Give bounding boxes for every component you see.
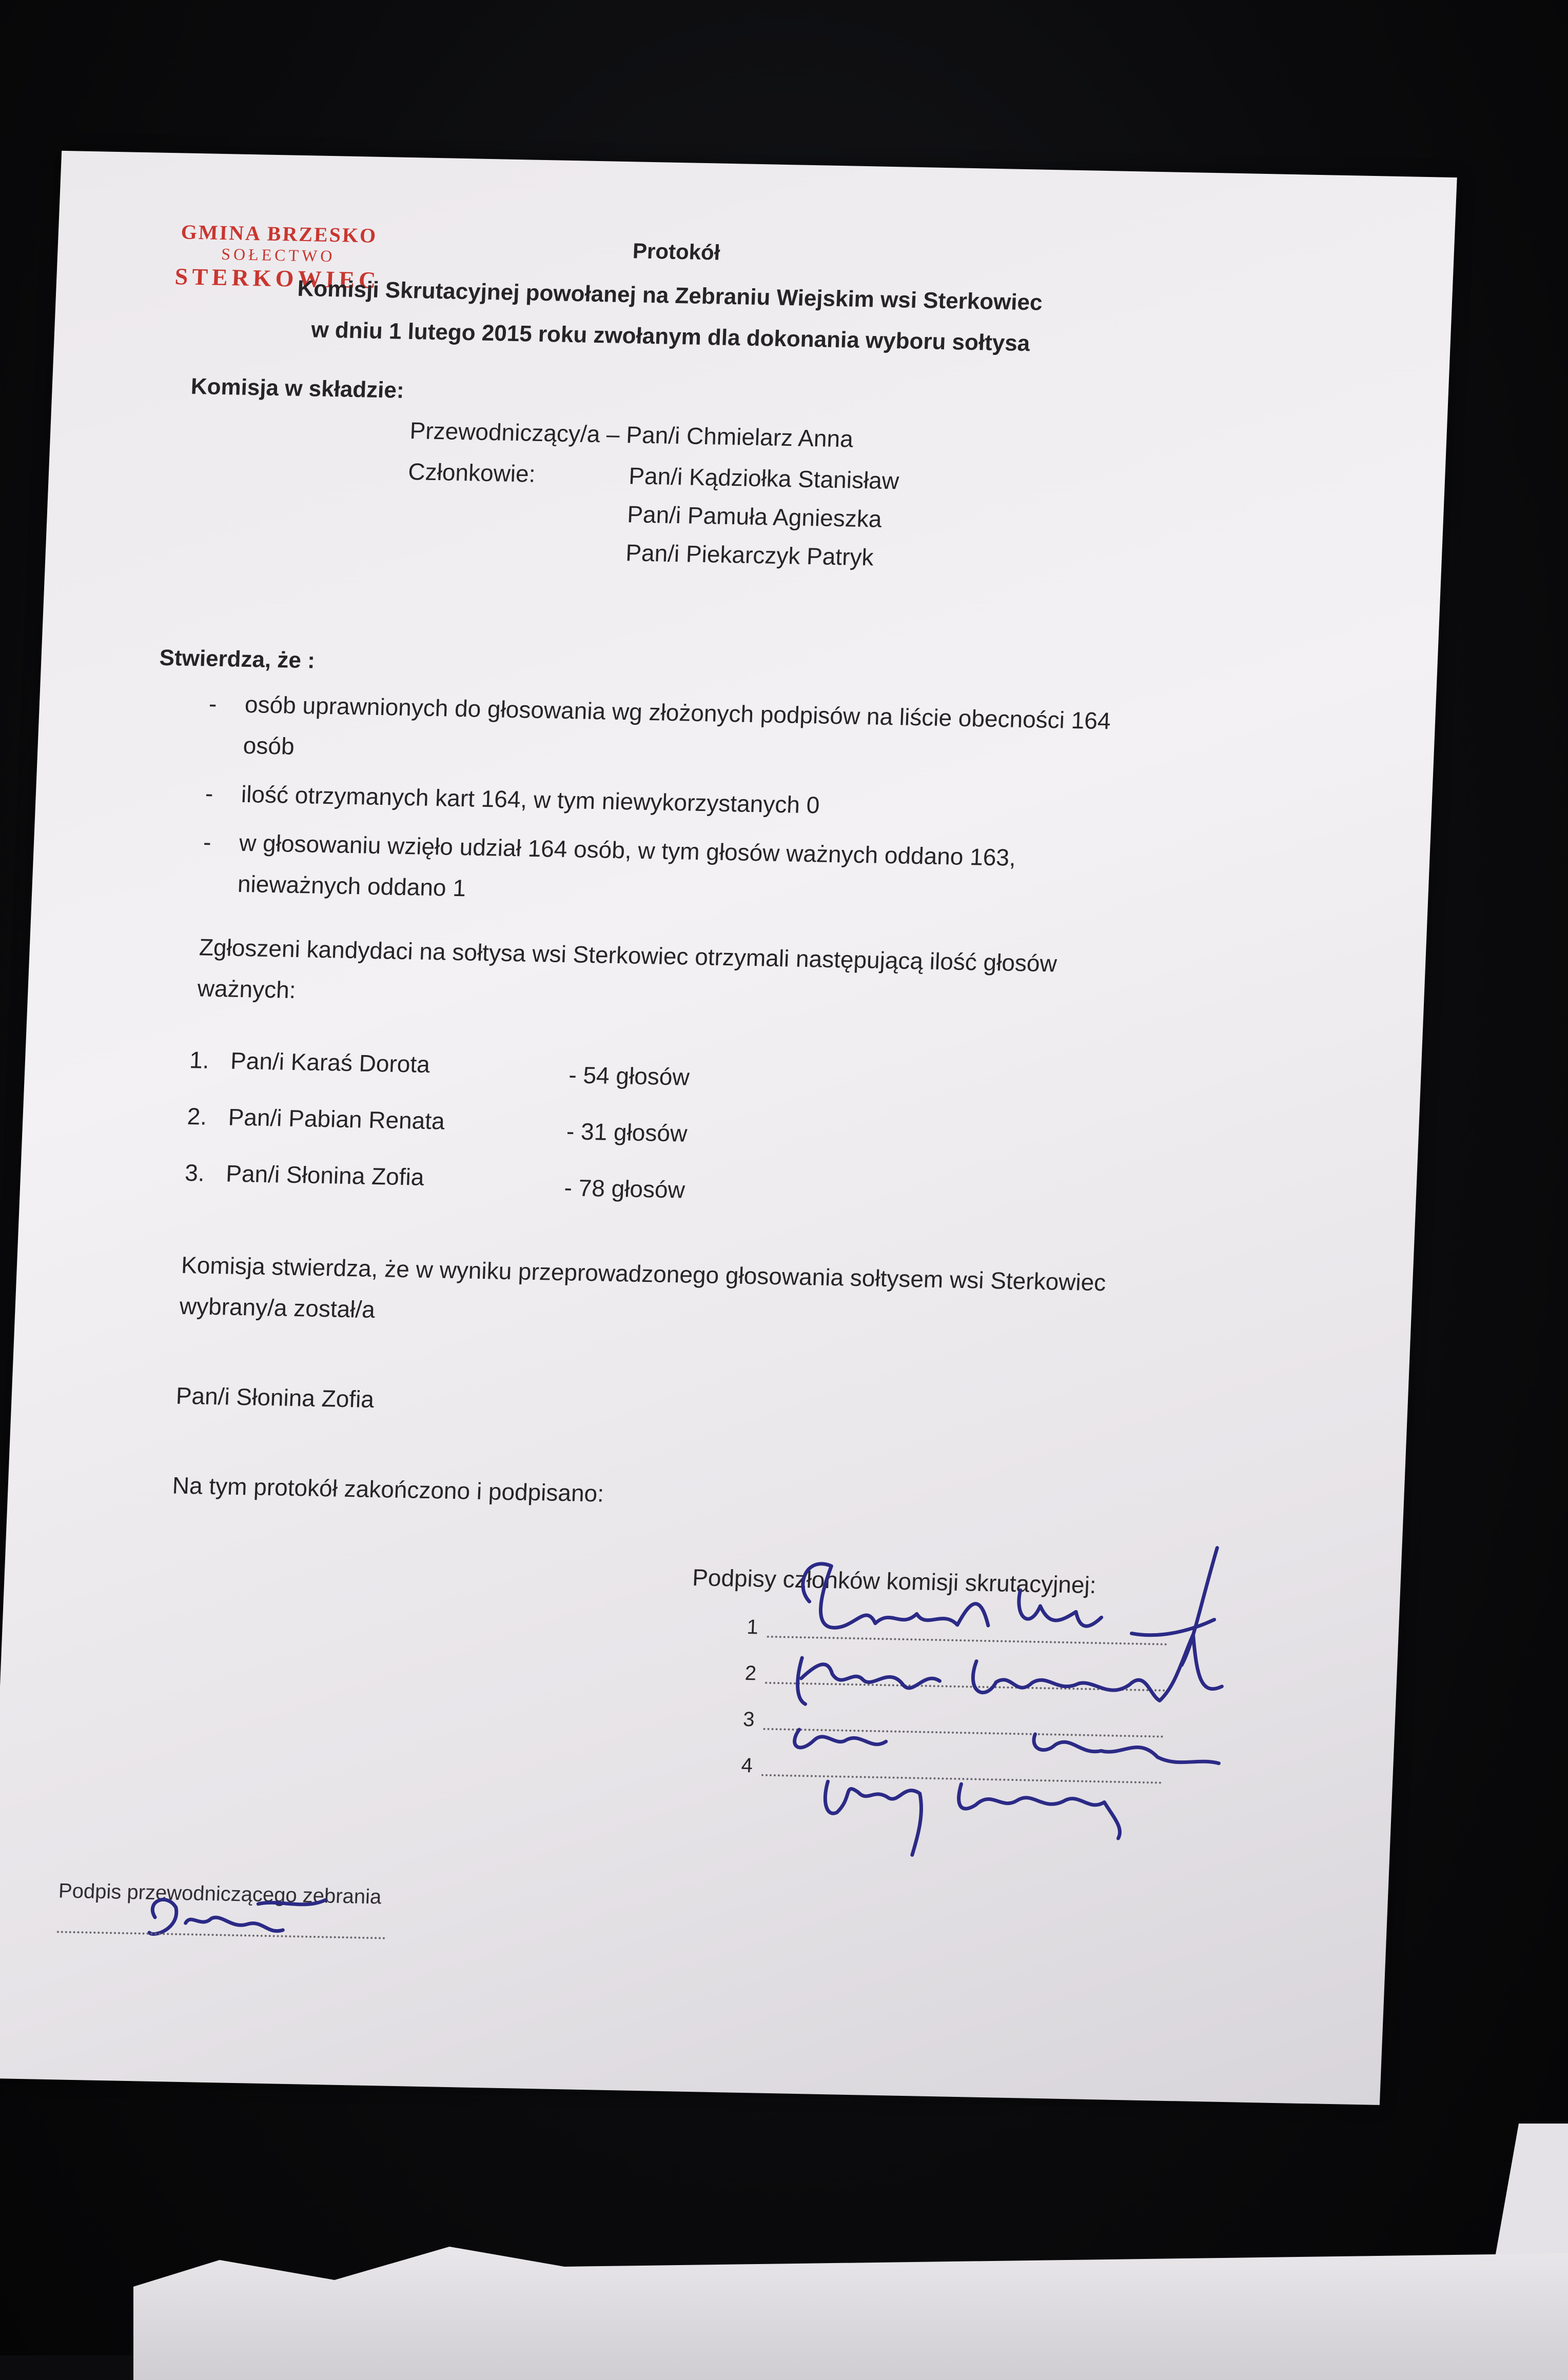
candidates-intro: Zgłoszeni kandydaci na sołtysa wsi Sterkowiec otrzymali następującą ilość głosów xyxy=(199,934,1057,977)
signature-number: 2 xyxy=(744,1662,757,1685)
signature-number: 3 xyxy=(742,1708,755,1731)
committee-members-label: Członkowie: xyxy=(407,458,536,487)
signature-number: 4 xyxy=(740,1754,753,1777)
candidate-number: 2. xyxy=(186,1102,208,1130)
candidate-votes: - 78 głosów xyxy=(563,1174,685,1203)
candidate-votes: - 54 głosów xyxy=(568,1061,690,1090)
result-line: Komisja stwierdza, że w wyniku przeprowadzonego głosowania sołtysem wsi Sterkowiec xyxy=(181,1251,1107,1296)
committee-heading: Komisja w składzie: xyxy=(190,373,405,403)
closing-statement: Na tym protokół zakończono i podpisano: xyxy=(171,1472,605,1507)
title-line-2: w dniu 1 lutego 2015 roku zwołanym dla dokonania wyboru sołtysa xyxy=(310,317,1031,356)
title-line-1: Komisji Skrutacyjnej powołanej na Zebraniu Wiejskim wsi Sterkowiec xyxy=(297,275,1043,315)
candidate-number: 1. xyxy=(189,1046,210,1074)
protocol-document xyxy=(0,151,1457,2105)
bullet: - xyxy=(203,828,212,856)
committee-member: Pan/i Piekarczyk Patryk xyxy=(625,539,874,571)
result-line: wybrany/a został/a xyxy=(179,1292,376,1323)
finding-line: nieważnych oddano 1 xyxy=(237,870,467,902)
member-signatures-handwriting xyxy=(763,1524,1290,1867)
signature-number: 1 xyxy=(746,1616,759,1639)
candidate-name: Pan/i Karaś Dorota xyxy=(230,1047,430,1078)
bullet: - xyxy=(205,780,214,807)
bullet: - xyxy=(208,690,218,717)
candidate-number: 3. xyxy=(184,1159,205,1186)
findings-heading: Stwierdza, że : xyxy=(159,645,316,673)
finding-line: osób xyxy=(242,731,295,760)
stamp-line-1: GMINA BRZESKO xyxy=(180,220,378,247)
chair-signature-caption: Podpis przewodniczącego zebrania xyxy=(58,1879,382,1909)
elected-name: Pan/i Słonina Zofia xyxy=(175,1382,375,1413)
document-title: Protokół xyxy=(632,239,721,265)
candidate-name: Pan/i Słonina Zofia xyxy=(225,1160,425,1191)
committee-member: Pan/i Pamuła Agnieszka xyxy=(626,501,883,532)
candidate-name: Pan/i Pabian Renata xyxy=(227,1103,445,1135)
chair-signature-handwriting xyxy=(133,1876,351,1962)
signatures-heading: Podpisy członków komisji skrutacyjnej: xyxy=(692,1564,1097,1599)
finding-line: osób uprawnionych do głosowania wg złożonych podpisów na liście obecności 164 xyxy=(244,690,1111,735)
stamp-line-2: SOŁECTWO xyxy=(221,244,336,266)
finding-line: ilość otrzymanych kart 164, w tym niewykorzystanych 0 xyxy=(241,780,820,819)
finding-line: w głosowaniu wzięło udział 164 osób, w tym głosów ważnych oddano 163, xyxy=(239,829,1016,871)
stamp-line-3: STERKOWIEC xyxy=(174,263,381,293)
candidate-votes: - 31 głosów xyxy=(566,1118,688,1147)
committee-chair: Przewodniczący/a – Pan/i Chmielarz Anna xyxy=(409,417,854,452)
committee-member: Pan/i Kądziołka Stanisław xyxy=(628,462,900,494)
candidates-intro: ważnych: xyxy=(197,975,297,1003)
